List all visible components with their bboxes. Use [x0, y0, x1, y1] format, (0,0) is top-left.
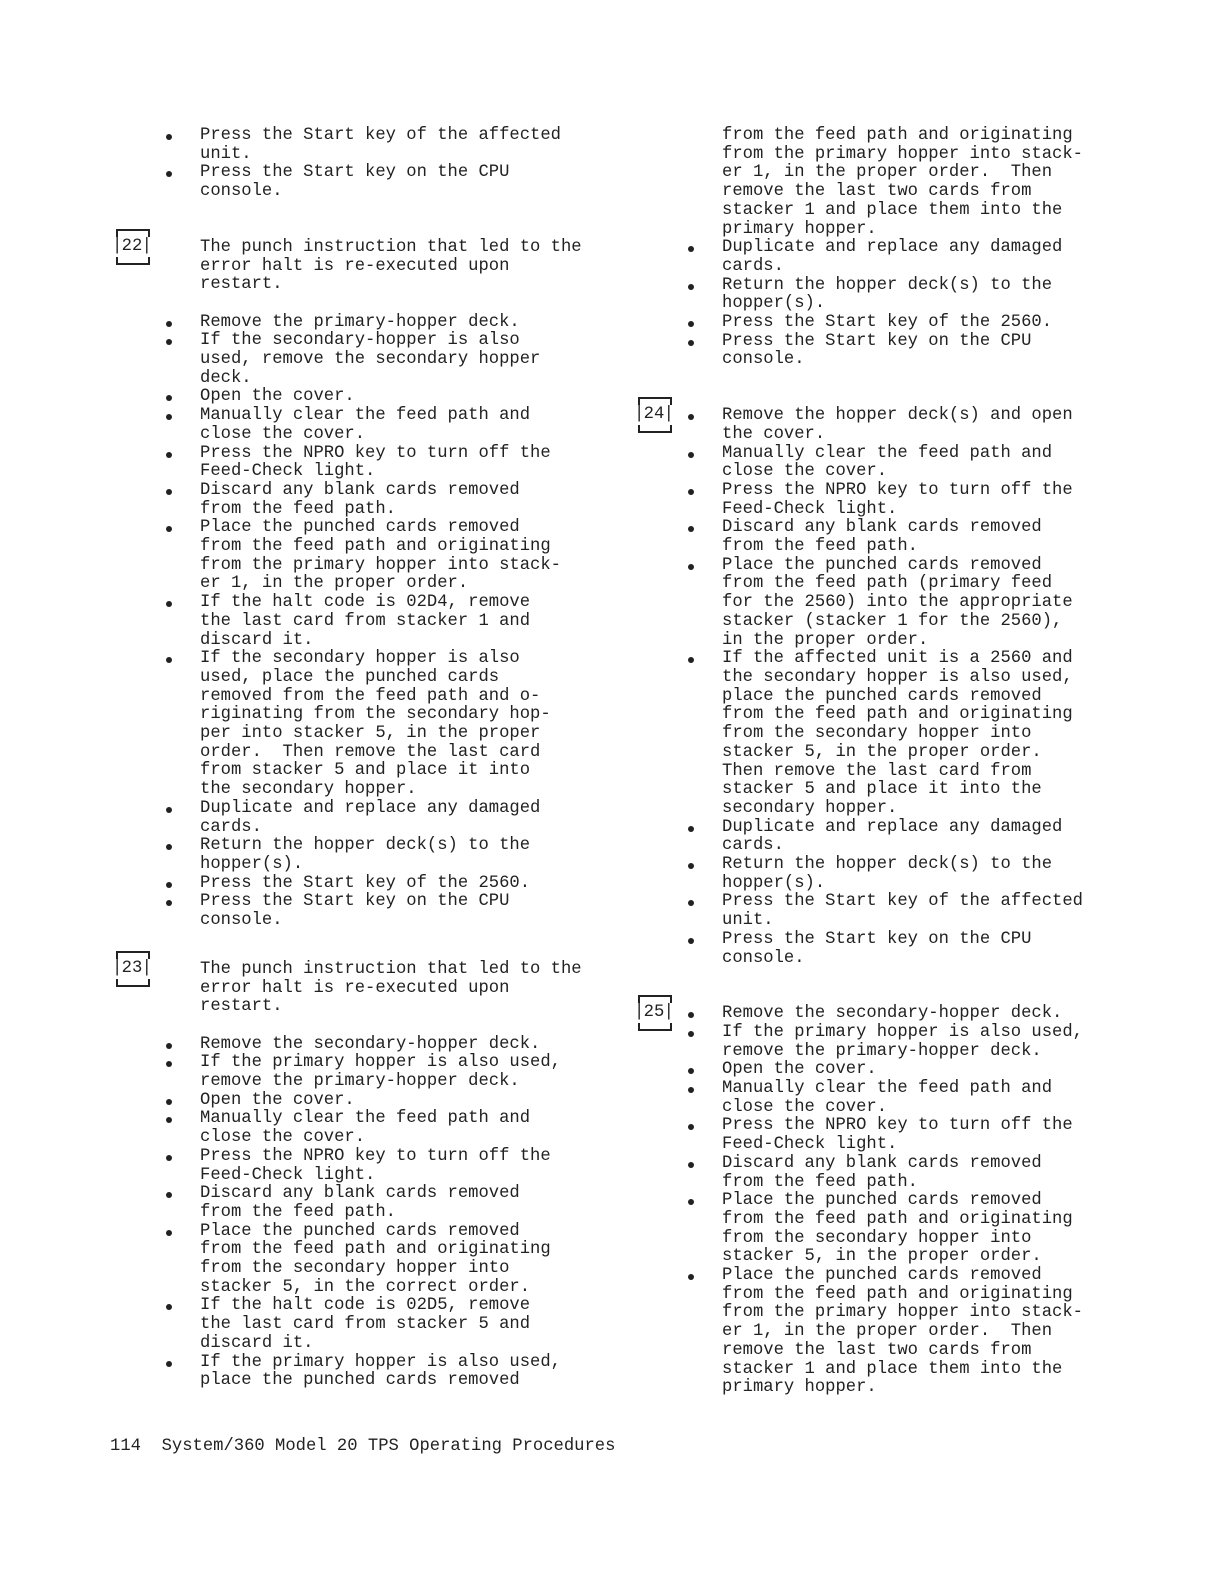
bullet-icon	[166, 321, 172, 327]
list-item-text: Duplicate and replace any damaged cards.	[722, 238, 1063, 276]
text-line: from the primary hopper into stack-	[722, 144, 1083, 164]
bullet-icon	[688, 526, 694, 532]
step-list	[634, 407, 1154, 968]
step-number: | 23 |	[112, 960, 152, 979]
list-item	[200, 1354, 622, 1391]
list-item	[200, 1110, 622, 1147]
list-item-text: Remove the primary-hopper deck.	[200, 312, 520, 332]
list-item	[722, 1155, 1154, 1192]
bullet-icon	[688, 1162, 694, 1168]
list-item-text: If the affected unit is a 2560 and the secondary hopper is also used, place the punched cards removed from the feed path and originating from the secondary hopper into stacker 5, in the proper order. Then remove the last card from stacker 5 and place it into the secondary hopper.	[722, 649, 1073, 818]
list-item-text: Open the cover.	[200, 387, 355, 407]
list-item-text: Press the NPRO key to turn off the Feed-Check light.	[722, 1116, 1073, 1155]
bullet-icon	[166, 1117, 172, 1123]
text-line: er 1, in the proper order. Then	[722, 163, 1053, 183]
list-item-text: Press the Start key on the CPU console.	[722, 331, 1032, 370]
list-item	[200, 388, 622, 407]
list-item	[200, 1223, 622, 1298]
bullet-icon	[166, 1043, 172, 1049]
list-item-text: Manually clear the feed path and close the cover.	[722, 1079, 1053, 1117]
list-item	[200, 407, 622, 444]
text-line: error halt is re-executed upon	[200, 978, 510, 998]
list-item	[200, 332, 622, 388]
list-item	[722, 893, 1154, 930]
list-item	[200, 594, 622, 650]
bullet-icon	[688, 1124, 694, 1130]
list-item	[722, 557, 1154, 651]
list-item-text: Press the Start key of the affected unit.	[200, 126, 561, 164]
right-column	[634, 127, 1154, 1398]
list-item-text: Press the Start key of the 2560.	[722, 313, 1053, 333]
list-item-text: If the primary hopper is also used, place the punched cards removed	[200, 1352, 561, 1391]
bullet-icon	[166, 526, 172, 532]
list-item	[722, 314, 1154, 333]
list-item	[200, 164, 622, 201]
bullet-icon	[166, 882, 172, 888]
bullet-icon	[688, 414, 694, 420]
list-item-text: If the halt code is 02D4, remove the last card from stacker 1 and discard it.	[200, 593, 531, 650]
step-22	[112, 236, 622, 931]
list-item	[200, 1092, 622, 1111]
bullet-icon	[166, 1361, 172, 1367]
list-item-text: Press the Start key on the CPU console.	[722, 929, 1032, 968]
bullet-icon	[688, 657, 694, 663]
list-item	[722, 1005, 1154, 1024]
list-item-text: Place the punched cards removed from the feed path (primary feed for the 2560) into the appropriate stacker (stacker 1 for the 2560), in the proper order.	[722, 555, 1073, 650]
step-number: | 22 |	[112, 238, 152, 257]
bullet-icon	[688, 489, 694, 495]
list-item-text: Open the cover.	[200, 1090, 355, 1110]
list-item	[200, 875, 622, 894]
list-item	[722, 1192, 1154, 1267]
list-item-text: If the halt code is 02D5, remove the last card from stacker 5 and discard it.	[200, 1296, 531, 1353]
text-line: restart.	[200, 997, 283, 1017]
list-item-text: Press the Start key on the CPU console.	[200, 163, 510, 202]
list-item	[722, 856, 1154, 893]
list-item	[200, 1297, 622, 1353]
list-item	[200, 445, 622, 482]
bullet-icon	[166, 1192, 172, 1198]
list-item-text: Remove the secondary-hopper deck.	[722, 1004, 1063, 1024]
list-item	[200, 1036, 622, 1055]
page-footer	[110, 1437, 615, 1456]
step-23	[112, 958, 622, 1391]
text-line: from the feed path and originating	[722, 126, 1073, 145]
list-item	[200, 837, 622, 874]
text-line: stacker 1 and place them into the	[722, 200, 1063, 220]
bullet-icon	[688, 1068, 694, 1074]
bullet-icon	[166, 171, 172, 177]
list-item-text: If the secondary hopper is also used, place the punched cards removed from the feed path and o- riginating from the secondary hop- per into stacker 5, in the proper order. Then remove the last card from stacker 5 and place it into the secondary hopper.	[200, 649, 551, 800]
step-list	[112, 314, 622, 931]
bullet-icon	[688, 900, 694, 906]
bullet-icon	[166, 489, 172, 495]
bullet-icon	[688, 321, 694, 327]
list-item	[722, 931, 1154, 968]
list-item-text: Duplicate and replace any damaged cards.	[200, 798, 541, 837]
text-line: error halt is re-executed upon	[200, 256, 510, 276]
text-line: primary hopper.	[722, 219, 877, 239]
list-item	[200, 519, 622, 594]
list-item	[200, 650, 622, 800]
bullet-icon	[166, 601, 172, 607]
bullet-icon	[688, 284, 694, 290]
document-title: System/360 Model 20 TPS Operating Procedures	[161, 1437, 616, 1456]
list-item-text: Discard any blank cards removed from the feed path.	[722, 518, 1042, 557]
list-item	[722, 819, 1154, 856]
bullet-icon	[166, 844, 172, 850]
list-item	[200, 1185, 622, 1222]
bullet-icon	[166, 395, 172, 401]
bullet-icon	[166, 1061, 172, 1067]
bullet-icon	[166, 657, 172, 663]
list-item-text: Manually clear the feed path and close the cover.	[200, 406, 531, 444]
list-item	[200, 482, 622, 519]
continuation-list	[634, 239, 1154, 370]
step-list	[634, 1005, 1154, 1398]
list-item	[722, 333, 1154, 370]
list-item	[722, 1267, 1154, 1398]
step-reference-box	[634, 995, 674, 1031]
bullet-icon	[166, 1155, 172, 1161]
list-item	[200, 893, 622, 930]
bullet-icon	[166, 134, 172, 140]
list-item	[722, 407, 1154, 444]
list-item	[200, 127, 622, 164]
list-item-text: Place the punched cards removed from the feed path and originating from the primary hopper into stack- er 1, in the proper order.	[200, 518, 561, 594]
text-line: remove the last two cards from	[722, 182, 1032, 202]
list-item	[722, 445, 1154, 482]
list-item	[722, 650, 1154, 818]
list-item-text: Discard any blank cards removed from the feed path.	[200, 1184, 520, 1222]
step-number: | 24 |	[634, 406, 674, 425]
list-item-text: Open the cover.	[722, 1060, 877, 1080]
bullet-icon	[688, 564, 694, 570]
bullet-icon	[688, 340, 694, 346]
list-item-text: If the primary hopper is also used, remove the primary-hopper deck.	[200, 1053, 561, 1092]
list-item	[722, 1117, 1154, 1154]
text-line: restart.	[200, 275, 283, 295]
bullet-icon	[166, 1099, 172, 1105]
list-item	[200, 1054, 622, 1091]
left-column	[112, 127, 622, 1391]
list-item-text: Press the NPRO key to turn off the Feed-Check light.	[200, 443, 551, 482]
list-item	[722, 277, 1154, 314]
bullet-icon	[166, 339, 172, 345]
list-item	[200, 1148, 622, 1185]
step-list	[112, 1036, 622, 1391]
list-item-text: Duplicate and replace any damaged cards.	[722, 817, 1063, 856]
continuation-text	[634, 127, 1154, 239]
list-item-text: Press the Start key of the affected unit.	[722, 892, 1083, 931]
list-item-text: Press the NPRO key to turn off the Feed-Check light.	[200, 1146, 551, 1185]
list-item	[722, 1080, 1154, 1117]
bullet-icon	[166, 1304, 172, 1310]
bullet-icon	[688, 863, 694, 869]
bullet-icon	[688, 826, 694, 832]
step-reference-box	[112, 951, 152, 987]
list-item	[722, 482, 1154, 519]
list-item-text: Place the punched cards removed from the feed path and originating from the secondary hopper into stacker 5, in the proper order.	[722, 1191, 1073, 1267]
text-line: The punch instruction that led to the	[200, 237, 582, 257]
list-item-text: Return the hopper deck(s) to the hopper(s).	[722, 855, 1053, 893]
bullet-icon	[688, 452, 694, 458]
list-item	[722, 239, 1154, 276]
list-item-text: Place the punched cards removed from the feed path and originating from the secondary hopper into stacker 5, in the correct order.	[200, 1221, 551, 1297]
list-item-text: Return the hopper deck(s) to the hopper(s).	[722, 275, 1053, 314]
step-number: | 25 |	[634, 1004, 674, 1023]
text-line: The punch instruction that led to the	[200, 959, 582, 979]
list-item-text: Press the Start key of the 2560.	[200, 873, 531, 893]
list-item-text: If the secondary-hopper is also used, remove the secondary hopper deck.	[200, 331, 541, 388]
step-25	[634, 1005, 1154, 1398]
list-item-text: Press the NPRO key to turn off the Feed-Check light.	[722, 480, 1073, 519]
bullet-icon	[688, 1031, 694, 1037]
list-item-text: Remove the secondary-hopper deck.	[200, 1034, 541, 1054]
list-item-text: Place the punched cards removed from the feed path and originating from the primary hopper into stack- er 1, in the proper order. Then remove the last two cards from stacker 1 and place them into the primary hopper.	[722, 1266, 1083, 1398]
bullet-icon	[166, 414, 172, 420]
bullet-icon	[166, 452, 172, 458]
intro-list	[112, 127, 622, 202]
list-item	[722, 1061, 1154, 1080]
list-item-text: Manually clear the feed path and close the cover.	[200, 1109, 531, 1148]
bullet-icon	[688, 1274, 694, 1280]
list-item	[200, 314, 622, 333]
step-lead-text	[112, 961, 622, 1017]
bullet-icon	[166, 1230, 172, 1236]
bullet-icon	[166, 807, 172, 813]
list-item-text: Remove the hopper deck(s) and open the cover.	[722, 406, 1073, 444]
bullet-icon	[688, 1012, 694, 1018]
list-item-text: Return the hopper deck(s) to the hopper(s).	[200, 836, 531, 874]
step-24	[634, 407, 1154, 968]
step-reference-box	[634, 397, 674, 433]
bullet-icon	[688, 246, 694, 252]
step-reference-box	[112, 229, 152, 265]
bullet-icon	[166, 900, 172, 906]
list-item-text: If the primary hopper is also used, remove the primary-hopper deck.	[722, 1022, 1083, 1061]
list-item-text: Discard any blank cards removed from the feed path.	[722, 1153, 1042, 1192]
page-number: 114	[110, 1437, 141, 1456]
list-item-text: Discard any blank cards removed from the feed path.	[200, 480, 520, 519]
list-item	[722, 519, 1154, 556]
list-item-text: Manually clear the feed path and close the cover.	[722, 443, 1053, 482]
list-item	[722, 1024, 1154, 1061]
list-item-text: Press the Start key on the CPU console.	[200, 892, 510, 931]
bullet-icon	[688, 1087, 694, 1093]
bullet-icon	[688, 1199, 694, 1205]
bullet-icon	[688, 938, 694, 944]
list-item	[200, 800, 622, 837]
step-lead-text	[112, 239, 622, 295]
